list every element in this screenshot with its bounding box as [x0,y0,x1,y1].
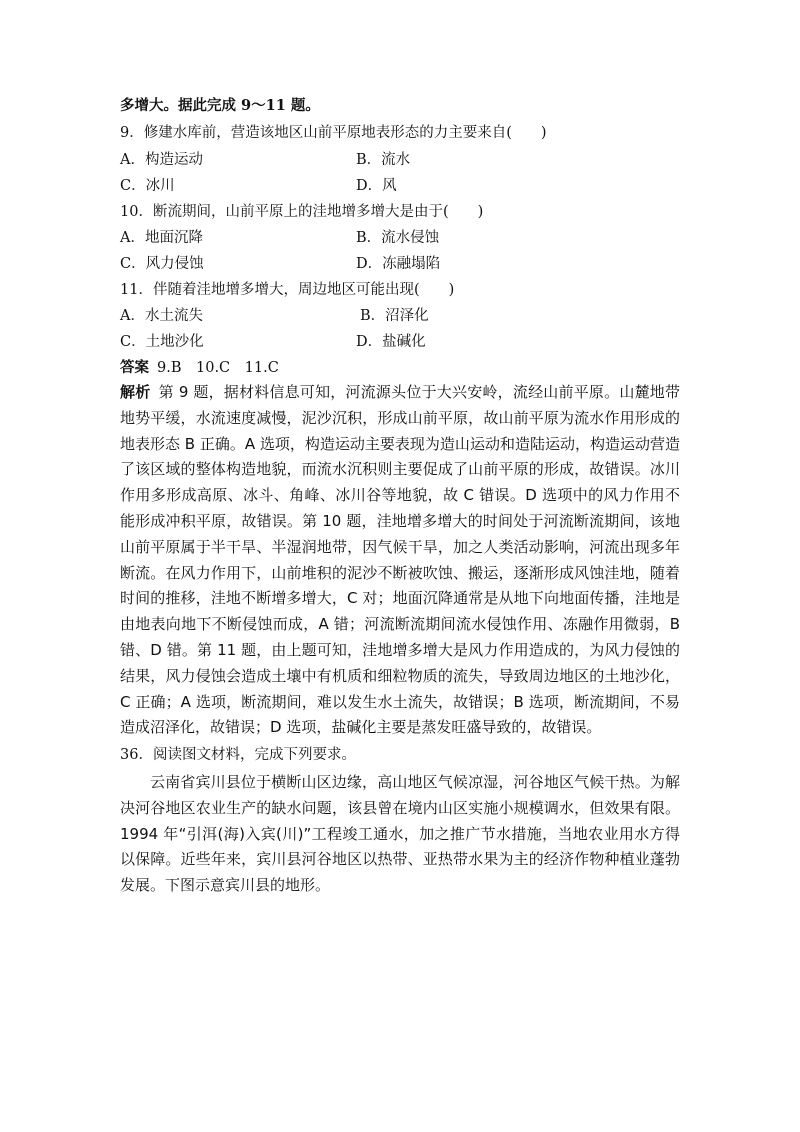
question-9-option-c: C．冰川 [120,178,175,194]
question-9-stem: 9．修建水库前，营造该地区山前平原地表形态的力主要来自( ) [120,125,547,141]
question-9-option-b: B．流水 [356,152,411,168]
question-11-stem: 11．伴随着洼地增多增大，周边地区可能出现( ) [120,282,455,298]
question-10-option-a: A．地面沉降 [120,230,203,246]
question-11-option-a: A．水土流失 [120,308,203,324]
analysis-label: 解析 [120,383,151,401]
answer-label: 答案 [120,359,149,376]
question-10-stem: 10．断流期间，山前平原上的洼地增多增大是由于( ) [120,204,484,220]
question-10-option-d: D．冻融塌陷 [356,256,441,272]
analysis-block [120,380,680,741]
question-11-option-d: D．盐碱化 [356,334,426,350]
analysis-text: 第 9 题，据材料信息可知，河流源头位于大兴安岭，流经山前平原。山麓地带地势平缓，水流速度减慢，泥沙沉积，形成山前平原，故山前平原为流水作用形成的地表形态 B 正确。A 选项，构造运动主要表现为造山运动和造陆运动，构造运动营造了该区域的整体构造地貌，而流水沉积则主要促成了山前平原的形成，故错误。冰川作用多形成高原、冰斗、角峰、冰川谷等地貌，故 C 错误。D 选项中的风力作用不能形成冲积平原，故错误。第 10 题，洼地增多增大的时间处于河流断流期间，该地山前平原属于半干旱、半湿润地带，因气候干旱，加之人类活动影响，河流出现多年断流。在风力作用下，山前堆积的泥沙不断被吹蚀、搬运，逐渐形成风蚀洼地，随着时间的推移，洼地不断增多增大，C 对；地面沉降通常是从地下向地面传播，洼地是由地表向地下不断侵蚀而成，A 错；河流断流期间流水侵蚀作用、冻融作用微弱，B 错、D 错。第 11 题，由上题可知，洼地增多增大是风力作用造成的，为风力侵蚀的结果，风力侵蚀会造成土壤中有机质和细粒物质的流失，导致周边地区的土地沙化，C 正确；A 选项，断流期间，难以发生水土流失，故错误；B 选项，断流期间，不易造成沼泽化，故错误；D 选项，盐碱化主要是蒸发旺盛导致的，故错误。 [120,383,680,737]
question-11-option-c: C．土地沙化 [120,334,204,350]
intro-tail: 多增大。据此完成 9～11 题。 [120,97,320,114]
answer-line [120,358,279,378]
question-9-option-a: A．构造运动 [120,152,203,168]
question-36-stem: 36．阅读图文材料，完成下列要求。 [120,747,356,763]
question-36-material-text: 云南省宾川县位于横断山区边缘，高山地区气候凉湿，河谷地区气候干热。为解决河谷地区农业生产的缺水问题，该县曾在境内山区实施小规模调水，但效果有限。1994 年“引洱(海)入宾(川)”工程竣工通水，加之推广节水措施，当地农业用水方得以保障。近些年来，宾川县河谷地区以热带、亚热带水果为主的经济作物种植业蓬勃发展。下图示意宾川县的地形。 [120,773,680,895]
question-11-option-b: B．沼泽化 [360,308,429,324]
answer-value: 9.B 10.C 11.C [157,360,279,376]
question-10-option-c: C．风力侵蚀 [120,256,204,272]
question-36-material [120,770,680,899]
question-9-option-d: D．风 [356,178,397,194]
question-10-option-b: B．流水侵蚀 [356,230,440,246]
